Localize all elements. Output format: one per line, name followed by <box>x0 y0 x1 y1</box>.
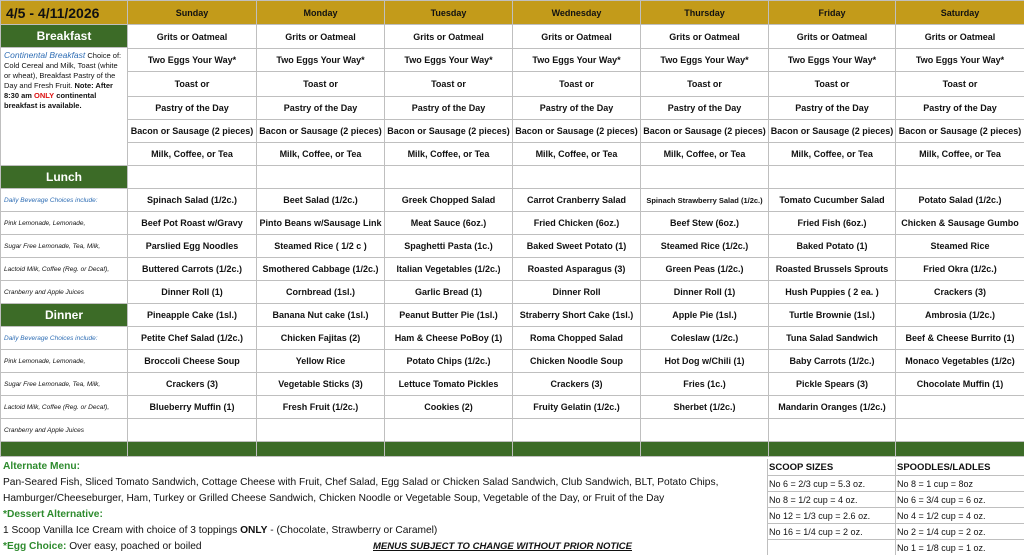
menu-cell: Grits or Oatmeal <box>769 25 896 49</box>
menu-row <box>1 120 1024 143</box>
menu-row <box>1 212 1024 235</box>
breakfast-row <box>1 25 1024 48</box>
menu-cell: Monaco Vegetables (1/2c) <box>896 350 1024 373</box>
beverage-label: Daily Beverage Choices include: <box>1 327 128 350</box>
menu-cell: Grits or Oatmeal <box>385 25 513 49</box>
menu-cell: Toast or <box>641 72 769 97</box>
menu-cell: Pickle Spears (3) <box>769 373 896 396</box>
spoodles-title: SPOODLES/LADLES <box>897 462 991 473</box>
menu-cell: Two Eggs Your Way* <box>896 49 1024 72</box>
menu-cell: Toast or <box>385 72 513 97</box>
menu-cell: Spinach Strawberry Salad (1/2c.) <box>641 189 769 212</box>
menu-cell: Toast or <box>128 72 257 97</box>
day-saturday: Saturday <box>896 1 1024 25</box>
lunch-title: Lunch <box>1 166 128 189</box>
dinner-title: Dinner <box>1 304 128 327</box>
menu-cell <box>896 419 1024 442</box>
menu-cell: Greek Chopped Salad <box>385 189 513 212</box>
menu-cell: Chicken Fajitas (2) <box>257 327 385 350</box>
dessert-post: - (Chocolate, Strawberry or Caramel) <box>267 525 438 536</box>
menu-cell: Milk, Coffee, or Tea <box>896 143 1024 166</box>
beverage-label: Sugar Free Lemonade, Tea, Milk, <box>1 373 128 396</box>
menu-cell: Dinner Roll <box>513 281 641 304</box>
menu-cell: Milk, Coffee, or Tea <box>385 143 513 166</box>
beverage-label: Sugar Free Lemonade, Tea, Milk, <box>1 235 128 258</box>
spoodle-size: No 4 = 1/2 cup = 4 oz. <box>897 511 986 521</box>
beverage-label: Daily Beverage Choices include: <box>1 189 128 212</box>
menu-cell: Fries (1c.) <box>641 373 769 396</box>
day-thursday: Thursday <box>641 1 769 25</box>
beverage-label: Lactoid Milk, Coffee (Reg. or Decaf), <box>1 258 128 281</box>
menu-cell: Coleslaw (1/2c.) <box>641 327 769 350</box>
divider <box>767 491 1024 492</box>
menu-row <box>1 304 1024 327</box>
menu-cell: Beef Pot Roast w/Gravy <box>128 212 257 235</box>
menu-cell: Pastry of the Day <box>896 97 1024 120</box>
menu-cell: Bacon or Sausage (2 pieces) <box>513 120 641 143</box>
menu-cell: Fruity Gelatin (1/2c.) <box>513 396 641 419</box>
spoodle-size: No 1 = 1/8 cup = 1 oz. <box>897 543 986 553</box>
menu-cell <box>769 419 896 442</box>
menu-cell: Crackers (3) <box>896 281 1024 304</box>
dessert-only: ONLY <box>240 525 268 536</box>
note-only: ONLY <box>34 91 55 100</box>
day-monday: Monday <box>257 1 385 25</box>
menu-cell: Pastry of the Day <box>641 97 769 120</box>
divider-bar <box>1 442 1024 457</box>
menu-cell: Steamed Rice (1/2c.) <box>641 235 769 258</box>
menu-cell: Steamed Rice ( 1/2 c ) <box>257 235 385 258</box>
menu-row <box>1 189 1024 212</box>
scoop-size: No 8 = 1/2 cup = 4 oz. <box>769 495 858 505</box>
menu-cell: Bacon or Sausage (2 pieces) <box>896 120 1024 143</box>
divider <box>767 539 1024 540</box>
menu-cell: Two Eggs Your Way* <box>513 49 641 72</box>
menu-cell: Two Eggs Your Way* <box>641 49 769 72</box>
menu-cell: Tuna Salad Sandwich <box>769 327 896 350</box>
menu-cell: Garlic Bread (1) <box>385 281 513 304</box>
menu-cell: Crackers (3) <box>513 373 641 396</box>
divider <box>767 475 1024 476</box>
menu-cell: Pastry of the Day <box>769 97 896 120</box>
alternate-line-2: Hamburger/Cheeseburger, Ham, Turkey or Grilled Cheese Sandwich, Chicken Noodle or Vegetable Soup, Vegetable of the Day, or Fruit of the Day <box>3 493 665 504</box>
menu-cell: Pineapple Cake (1sl.) <box>128 304 257 327</box>
menu-cell: Baked Potato (1) <box>769 235 896 258</box>
menu-cell: Toast or <box>257 72 385 97</box>
egg-choice <box>3 541 202 552</box>
dessert-title: *Dessert Alternative: <box>3 509 103 520</box>
menu-cell: Milk, Coffee, or Tea <box>769 143 896 166</box>
menu-cell <box>128 419 257 442</box>
menu-cell <box>641 419 769 442</box>
menu-cell: Roasted Brussels Sprouts <box>769 258 896 281</box>
spoodle-size: No 8 = 1 cup = 8oz <box>897 479 974 489</box>
menu-cell: Pastry of the Day <box>385 97 513 120</box>
menu-cell: Smothered Cabbage (1/2c.) <box>257 258 385 281</box>
menu-cell <box>513 419 641 442</box>
lunch-header-row <box>1 166 1024 189</box>
menu-cell: Broccoli Cheese Soup <box>128 350 257 373</box>
alternate-title: Alternate Menu: <box>3 461 80 472</box>
menu-cell: Bacon or Sausage (2 pieces) <box>769 120 896 143</box>
menu-cell: Bacon or Sausage (2 pieces) <box>257 120 385 143</box>
day-tuesday: Tuesday <box>385 1 513 25</box>
menu-row <box>1 350 1024 373</box>
subject-to-change-notice: MENUS SUBJECT TO CHANGE WITHOUT PRIOR NOTICE <box>373 541 632 552</box>
scoop-size: No 16 = 1/4 cup = 2 oz. <box>769 527 863 537</box>
breakfast-title: Breakfast <box>1 25 128 48</box>
menu-cell: Steamed Rice <box>896 235 1024 258</box>
menu-cell: Toast or <box>769 72 896 97</box>
menu-cell: Chicken & Sausage Gumbo <box>896 212 1024 235</box>
dessert-pre: 1 Scoop Vanilla Ice Cream with choice of 3 toppings <box>3 525 241 536</box>
menu-cell: Beef Stew (6oz.) <box>641 212 769 235</box>
menu-cell: Fried Okra (1/2c.) <box>896 258 1024 281</box>
menu-cell: Pinto Beans w/Sausage Link <box>257 212 385 235</box>
menu-cell: Straberry Short Cake (1sl.) <box>513 304 641 327</box>
menu-cell: Two Eggs Your Way* <box>257 49 385 72</box>
menu-cell: Lettuce Tomato Pickles <box>385 373 513 396</box>
menu-cell: Pastry of the Day <box>513 97 641 120</box>
note-end: continental breakfast is available. <box>4 91 97 110</box>
menu-cell: Pastry of the Day <box>257 97 385 120</box>
menu-cell: Milk, Coffee, or Tea <box>641 143 769 166</box>
menu-cell: Milk, Coffee, or Tea <box>128 143 257 166</box>
beverage-label: Pink Lemonade, Lemonade, <box>1 350 128 373</box>
menu-cell: Fried Fish (6oz.) <box>769 212 896 235</box>
menu-cell <box>257 419 385 442</box>
beverage-label: Pink Lemonade, Lemonade, <box>1 212 128 235</box>
menu-cell: Ham & Cheese PoBoy (1) <box>385 327 513 350</box>
menu-cell: Tomato Cucumber Salad <box>769 189 896 212</box>
menu-cell: Roma Chopped Salad <box>513 327 641 350</box>
menu-cell: Yellow Rice <box>257 350 385 373</box>
menu-cell <box>896 396 1024 419</box>
menu-cell: Italian Vegetables (1/2c.) <box>385 258 513 281</box>
dessert-text <box>3 525 437 536</box>
menu-cell: Beef & Cheese Burrito (1) <box>896 327 1024 350</box>
beverage-label: Lactoid Milk, Coffee (Reg. or Decaf), <box>1 396 128 419</box>
menu-cell: Buttered Carrots (1/2c.) <box>128 258 257 281</box>
spoodle-size: No 2 = 1/4 cup = 2 oz. <box>897 527 986 537</box>
menu-cell: Two Eggs Your Way* <box>769 49 896 72</box>
menu-cell: Baked Sweet Potato (1) <box>513 235 641 258</box>
menu-cell: Sherbet (1/2c.) <box>641 396 769 419</box>
note-text: Choice of: Cold Cereal and Milk, Toast (white or wheat), Breakfast Pastry of the Day and Fresh Fruit. <box>4 51 122 90</box>
egg-text: Over easy, poached or boiled <box>66 541 202 552</box>
menu-cell: Fried Chicken (6oz.) <box>513 212 641 235</box>
menu-cell: Hush Puppies ( 2 ea. ) <box>769 281 896 304</box>
menu-row <box>1 72 1024 97</box>
menu-cell: Mandarin Oranges (1/2c.) <box>769 396 896 419</box>
day-sunday: Sunday <box>128 1 257 25</box>
menu-cell: Spinach Salad (1/2c.) <box>128 189 257 212</box>
menu-cell: Cornbread (1sl.) <box>257 281 385 304</box>
menu-row <box>1 235 1024 258</box>
menu-cell: Fresh Fruit (1/2c.) <box>257 396 385 419</box>
header-row <box>1 1 1024 25</box>
scoop-sizes-title: SCOOP SIZES <box>769 462 834 473</box>
menu-cell: Apple Pie (1sl.) <box>641 304 769 327</box>
menu-cell: Grits or Oatmeal <box>513 25 641 49</box>
menu-cell: Baby Carrots (1/2c.) <box>769 350 896 373</box>
menu-cell: Chocolate Muffin (1) <box>896 373 1024 396</box>
menu-cell <box>385 419 513 442</box>
menu-cell: Roasted Asparagus (3) <box>513 258 641 281</box>
day-wednesday: Wednesday <box>513 1 641 25</box>
menu-cell: Two Eggs Your Way* <box>128 49 257 72</box>
menu-cell: Green Peas (1/2c.) <box>641 258 769 281</box>
date-range: 4/5 - 4/11/2026 <box>1 1 128 25</box>
menu-cell: Chicken Noodle Soup <box>513 350 641 373</box>
divider <box>767 507 1024 508</box>
menu-row <box>1 327 1024 350</box>
menu-cell: Vegetable Sticks (3) <box>257 373 385 396</box>
menu-cell: Meat Sauce (6oz.) <box>385 212 513 235</box>
menu-cell: Cookies (2) <box>385 396 513 419</box>
menu-cell: Hot Dog w/Chili (1) <box>641 350 769 373</box>
menu-row <box>1 97 1024 120</box>
menu-row <box>1 419 1024 442</box>
day-friday: Friday <box>769 1 896 25</box>
scoop-size: No 6 = 2/3 cup = 5.3 oz. <box>769 479 866 489</box>
menu-cell: Grits or Oatmeal <box>896 25 1024 49</box>
egg-title: *Egg Choice: <box>3 541 67 552</box>
menu-cell: Potato Salad (1/2c.) <box>896 189 1024 212</box>
note-bold: Note: After 8:30 am <box>4 81 113 100</box>
menu-cell: Milk, Coffee, or Tea <box>513 143 641 166</box>
menu-cell: Potato Chips (1/2c.) <box>385 350 513 373</box>
menu-cell: Spaghetti Pasta (1c.) <box>385 235 513 258</box>
menu-cell: Milk, Coffee, or Tea <box>257 143 385 166</box>
alternate-line-1: Pan-Seared Fish, Sliced Tomato Sandwich, Cottage Cheese with Fruit, Chef Salad, Egg Salad or Chicken Salad Sandwich, Club Sandwich, BLT, Potato Chips, <box>3 477 719 488</box>
menu-cell: Grits or Oatmeal <box>257 25 385 49</box>
continental-breakfast-note <box>1 48 128 166</box>
scoop-size: No 12 = 1/3 cup = 2.6 oz. <box>769 511 871 521</box>
menu-row <box>1 49 1024 72</box>
menu-cell: Grits or Oatmeal <box>641 25 769 49</box>
divider <box>767 523 1024 524</box>
menu-cell: Dinner Roll (1) <box>128 281 257 304</box>
menu-row <box>1 143 1024 166</box>
menu-cell: Carrot Cranberry Salad <box>513 189 641 212</box>
menu-row <box>1 281 1024 304</box>
menu-row <box>1 396 1024 419</box>
menu-cell: Toast or <box>896 72 1024 97</box>
menu-cell: Crackers (3) <box>128 373 257 396</box>
menu-cell: Bacon or Sausage (2 pieces) <box>385 120 513 143</box>
menu-row <box>1 258 1024 281</box>
menu-cell: Blueberry Muffin (1) <box>128 396 257 419</box>
menu-cell: Grits or Oatmeal <box>128 25 257 49</box>
menu-cell: Petite Chef Salad (1/2c.) <box>128 327 257 350</box>
menu-cell: Turtle Brownie (1sl.) <box>769 304 896 327</box>
menu-cell: Peanut Butter Pie (1sl.) <box>385 304 513 327</box>
note-label: Continental Breakfast <box>4 50 86 60</box>
menu-cell: Parslied Egg Noodles <box>128 235 257 258</box>
menu-cell: Bacon or Sausage (2 pieces) <box>641 120 769 143</box>
menu-cell: Toast or <box>513 72 641 97</box>
beverage-label: Cranberry and Apple Juices <box>1 281 128 304</box>
beverage-label: Cranberry and Apple Juices <box>1 419 128 442</box>
menu-cell: Ambrosia (1/2c.) <box>896 304 1024 327</box>
menu-cell: Dinner Roll (1) <box>641 281 769 304</box>
menu-cell: Banana Nut cake (1sl.) <box>257 304 385 327</box>
menu-cell: Two Eggs Your Way* <box>385 49 513 72</box>
menu-cell: Beet Salad (1/2c.) <box>257 189 385 212</box>
menu-cell: Pastry of the Day <box>128 97 257 120</box>
menu-row <box>1 373 1024 396</box>
spoodle-size: No 6 = 3/4 cup = 6 oz. <box>897 495 986 505</box>
menu-cell: Bacon or Sausage (2 pieces) <box>128 120 257 143</box>
